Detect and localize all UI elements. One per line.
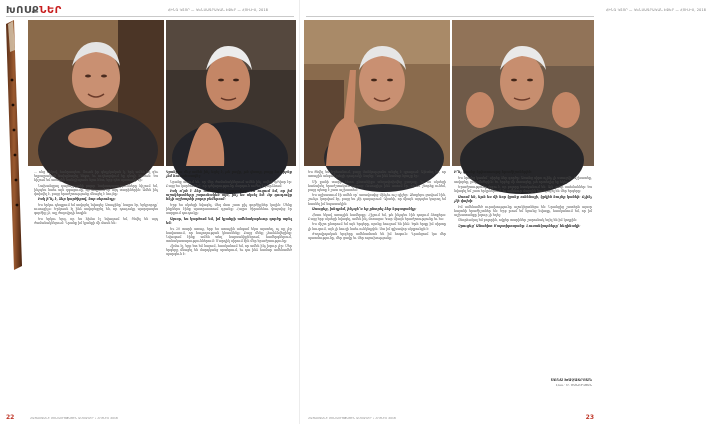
paragraph: Ժողովրդական երգերը ամենամոտն են իմ հոգուն։ Դրանցում կա մեր պատմությունը, մեր ցավը եւ մեր ուրախությունը։ [308,232,446,241]
paragraph: Հիմա էլ, երբ ետ եմ նայում, հասկանում եմ, որ ամեն ինչ իզուր չէր։ Մեր երգերը մնացել են մարդկանց սրտերում, եւ դա ինձ համար ամենամեծ պարգեւն է։ [166,244,292,257]
paragraph: Ես նրանց կասեմ՝ սիրեք ձեր գործը։ Առանց սիրո ոչինչ չի ստացվի։ Աշխատեք, սովորեք, լսեք մեծերին։ Եւ երբեք մի մոռացեք, թե որտեղից եք եկել։ [454,175,592,184]
photographer-credit: Լուս.՝ Մ. ՄԱՆՈՒԿՅԱՆ [555,383,592,387]
paragraph: ... ոնց մեկով, հանրապետ. Ծուռն իր գեղջկական կ, երկ ամեն եղ զեւ եղբայրական նախընտրել ննջտ, եւ ուղեւորվում եք դեպի հեռուն։ Ես հիշում եմ առաջին հանդիպումս նրա հետ, երբ դեռ պատանի էի։ [34,170,158,183]
magazine-logo: ԽՈՍՔՆԵՐ [6,5,62,16]
right-page [300,0,706,424]
question-heading: Ի՞նչ կասեք երիտասարդ երաժիշտներին։ [454,170,532,174]
paragraph: Նախանցյալ դարաշրջանի բոլոր նախադասությունները հիշում եմ, ինչպես նաեւ այն զգացումը, որ ապրում էի այդ տարիներին։ Ամեն ինչ փոխվել է, բայց երաժշտությունը մնացել է նույնը։ [34,183,158,196]
paragraph: Ես ծնվել եմ Երեւանում, բայց մանկությունս անցել է գյուղում։ Այնտեղ էր, որ առաջին անգամ լսեցի դուդուկի ձայնը։ Դա ինձ համար հրաշք էր։ [308,170,446,179]
author-signature: ՍՈՆԱ ԽԱՉԱՏՐՅԱՆ [550,378,592,382]
paragraph: Ես աշխատում էի ամեն օր՝ առավոտից մինչեւ ուշ գիշեր։ Ձեռքերս ցավում էին, շունչս կտրվում էր, բայց ես չէի դադարում։ Գիտեի, որ միայն այդպես կարող եմ հասնել իմ նպատակին։ [308,193,446,206]
question-heading: Իսկ ի՞նչ է, ձեր կարծիքով, նոր սերունդը։ [38,197,116,202]
emphasis-paragraph: Այսօր, ես կարծում եմ, իմ կյանքի ամենակարեւոր գործը արել եմ։ [166,216,292,225]
header-rule [306,16,594,17]
paragraph: Եւ 20 տարի առաջ, երբ ես առաջին անգամ եկա այստեղ, ոչ ոք չէր հավատում, որ հաջողության կհասնենք։ Բայց մենք չհանձնվեցինք։ Նվագում էինք ամեն տեղ՝ հարսանիքներում, համերգներում, տոնակատարություններում։ Մարդիկ սիրում էին մեր երաժշտությունը։ [166,226,292,243]
left-text-column-1 [34,170,158,227]
paragraph: Շնորհակալ եմ բոլորին, ովքեր տարիներ շարունակ եղել են իմ կողքին։ [458,218,577,223]
question-heading: Իսկ ո՞րն է ձեր ամենամեծ երազանքը։ Ես ուզում եմ, որ իմ աշակերտները շարունակեն այն, ինչ ես սկսել եմ։ Որ դուդուկը հնչի աշխարհի բոլոր բեմերում։ [166,189,292,202]
question-heading: Ասացեք, խնդրեմ, ինչպե՞ս եք ընտրել ձեր երգացանկը։ [312,207,417,212]
question-heading: Ասում են, եթե ես մի նոր կյանք ունենայի, կրկին նույնը կանեի։ Ոչինչ չէի փոխի։ [454,195,592,204]
paragraph: Իմ ամենամեծ ուրախությունը աշակերտներս են։ Նրանցից շատերն այսօր հայտնի երաժիշտներ են։ Երբ լսում եմ նրանց նվագը, հասկանում եմ, որ իմ աշխատանքը իզուր չի եղել։ [454,204,592,217]
paragraph: Հետո եկավ առաջին համերգը։ Հիշում եմ, թե ինչպես էին դողում ձեռքերս։ Բայց երբ սկսեցի նվագել, ամեն ինչ մոռացա։ Կար միայն երաժշտությունը եւ ես։ [308,212,446,221]
running-head-left: ՀԻՆԳ ԿՏՈՐ — ԿԵՆՍԱԳՐԱԿԱՆ ԷՋԵՐ — ՀՈՒԼԻՍ, 2018 [168,8,269,12]
page-number-left: 22 [6,414,15,421]
intro-bold: Կյանքիս մեջ ամեն ինչ եղել է, թե լավը, թե վատը, բայց ես երբեք չեմ հուսահատվել։ [166,170,292,179]
right-text-column-1 [308,170,446,242]
duduk-flute-image [0,20,30,270]
portrait-photo-gesture [304,20,450,166]
paragraph: Երբ ես սկսեցի նվագել, մեզ մոտ շատ քիչ գործիքներ կային։ Մենք ինքներս էինք պատրաստում դրանք։ Հայրս ծիրանենու փայտից էր սարքում դուդուկը։ [166,203,292,216]
paragraph: Երաժշտությունը լեզու է, որ բոլորը հասկանում են։ Այն չունի սահմաններ։ Ես նվագել եմ շատ երկրներում, եւ ամենուր մարդիկ հասկացել են մեր երգերը։ [454,185,592,194]
paragraph: Ես միշտ ընտրում եմ այն երգերը, որոնք հուզում են ինձ։ Եթե երգը իմ սիրտը չի հուզում, այն չի հուզի նաեւ ունկնդրին։ Սա իմ գլխավոր սկզբունքն է։ [308,222,446,231]
paragraph: Ես երկու դեպքում եմ սովորել նվագել։ Առաջինը՝ հայրս էր, երկրորդը՝ ուսուցիչս։ Երկուսն էլ ինձ սովորեցրել են, որ դուդուկը պարզապես գործիք չէ, այլ ժողովրդի հոգին։ [34,203,158,216]
right-text-column-2 [454,170,592,230]
portrait-photo-second [166,20,296,166]
closing-note: Զրուցեց՝ Անահիտ Մարտիրոսյանը։ Լուսանկարները՝ հեղինակի։ [458,224,581,229]
footer-right: ՀԱՅԱՍՏԱՆԻ ՄՇԱԿՈՒՅԹԱՅԻՆ ԱՄՍԱԳԻՐ • ՀՈՒԼԻՍ 2018 [308,416,396,420]
left-text-column-2 [166,170,292,258]
paragraph: Մի քանի տարի հետո ընտանիքս տեղափոխվեց քաղաք, եւ ես սկսեցի հաճախել երաժշտական դպրոց։ Ուսուցիչս ինձ ասում էր, որ ես շնորհք ունեմ, բայց պետք է շատ աշխատեմ։ [308,179,446,192]
portrait-photo-main [28,20,164,166]
left-page [0,0,300,424]
header-rule [6,16,294,17]
paragraph: Նրանք ասում են, որ մեր ժամանակներում ամեն ինչ ավելի դժվար էր։ Բայց ես կարծում եմ, որ դժվարությունը մարդուն ուժեղ է դարձնում։ [166,179,292,188]
running-head-right: ՀԻՆԳ ԿՏՈՐ — ԿԵՆՍԱԳՐԱԿԱՆ ԷՋԵՐ — ՀՈՒԼԻՍ, 2018 [606,8,706,12]
portrait-photo-hands [452,20,594,166]
page-number-right: 23 [585,414,594,421]
paragraph: Ես երկու երգ, որ ես հիմա էլ նվագում եմ, ծնվել են այդ ժամանակներում։ Դրանք իմ կյանքի մի մասն են։ [34,216,158,225]
footer-left: ՀԱՅԱՍՏԱՆԻ ՄՇԱԿՈՒՅԹԱՅԻՆ ԱՄՍԱԳԻՐ • ՀՈՒԼԻՍ 2018 [30,416,118,420]
